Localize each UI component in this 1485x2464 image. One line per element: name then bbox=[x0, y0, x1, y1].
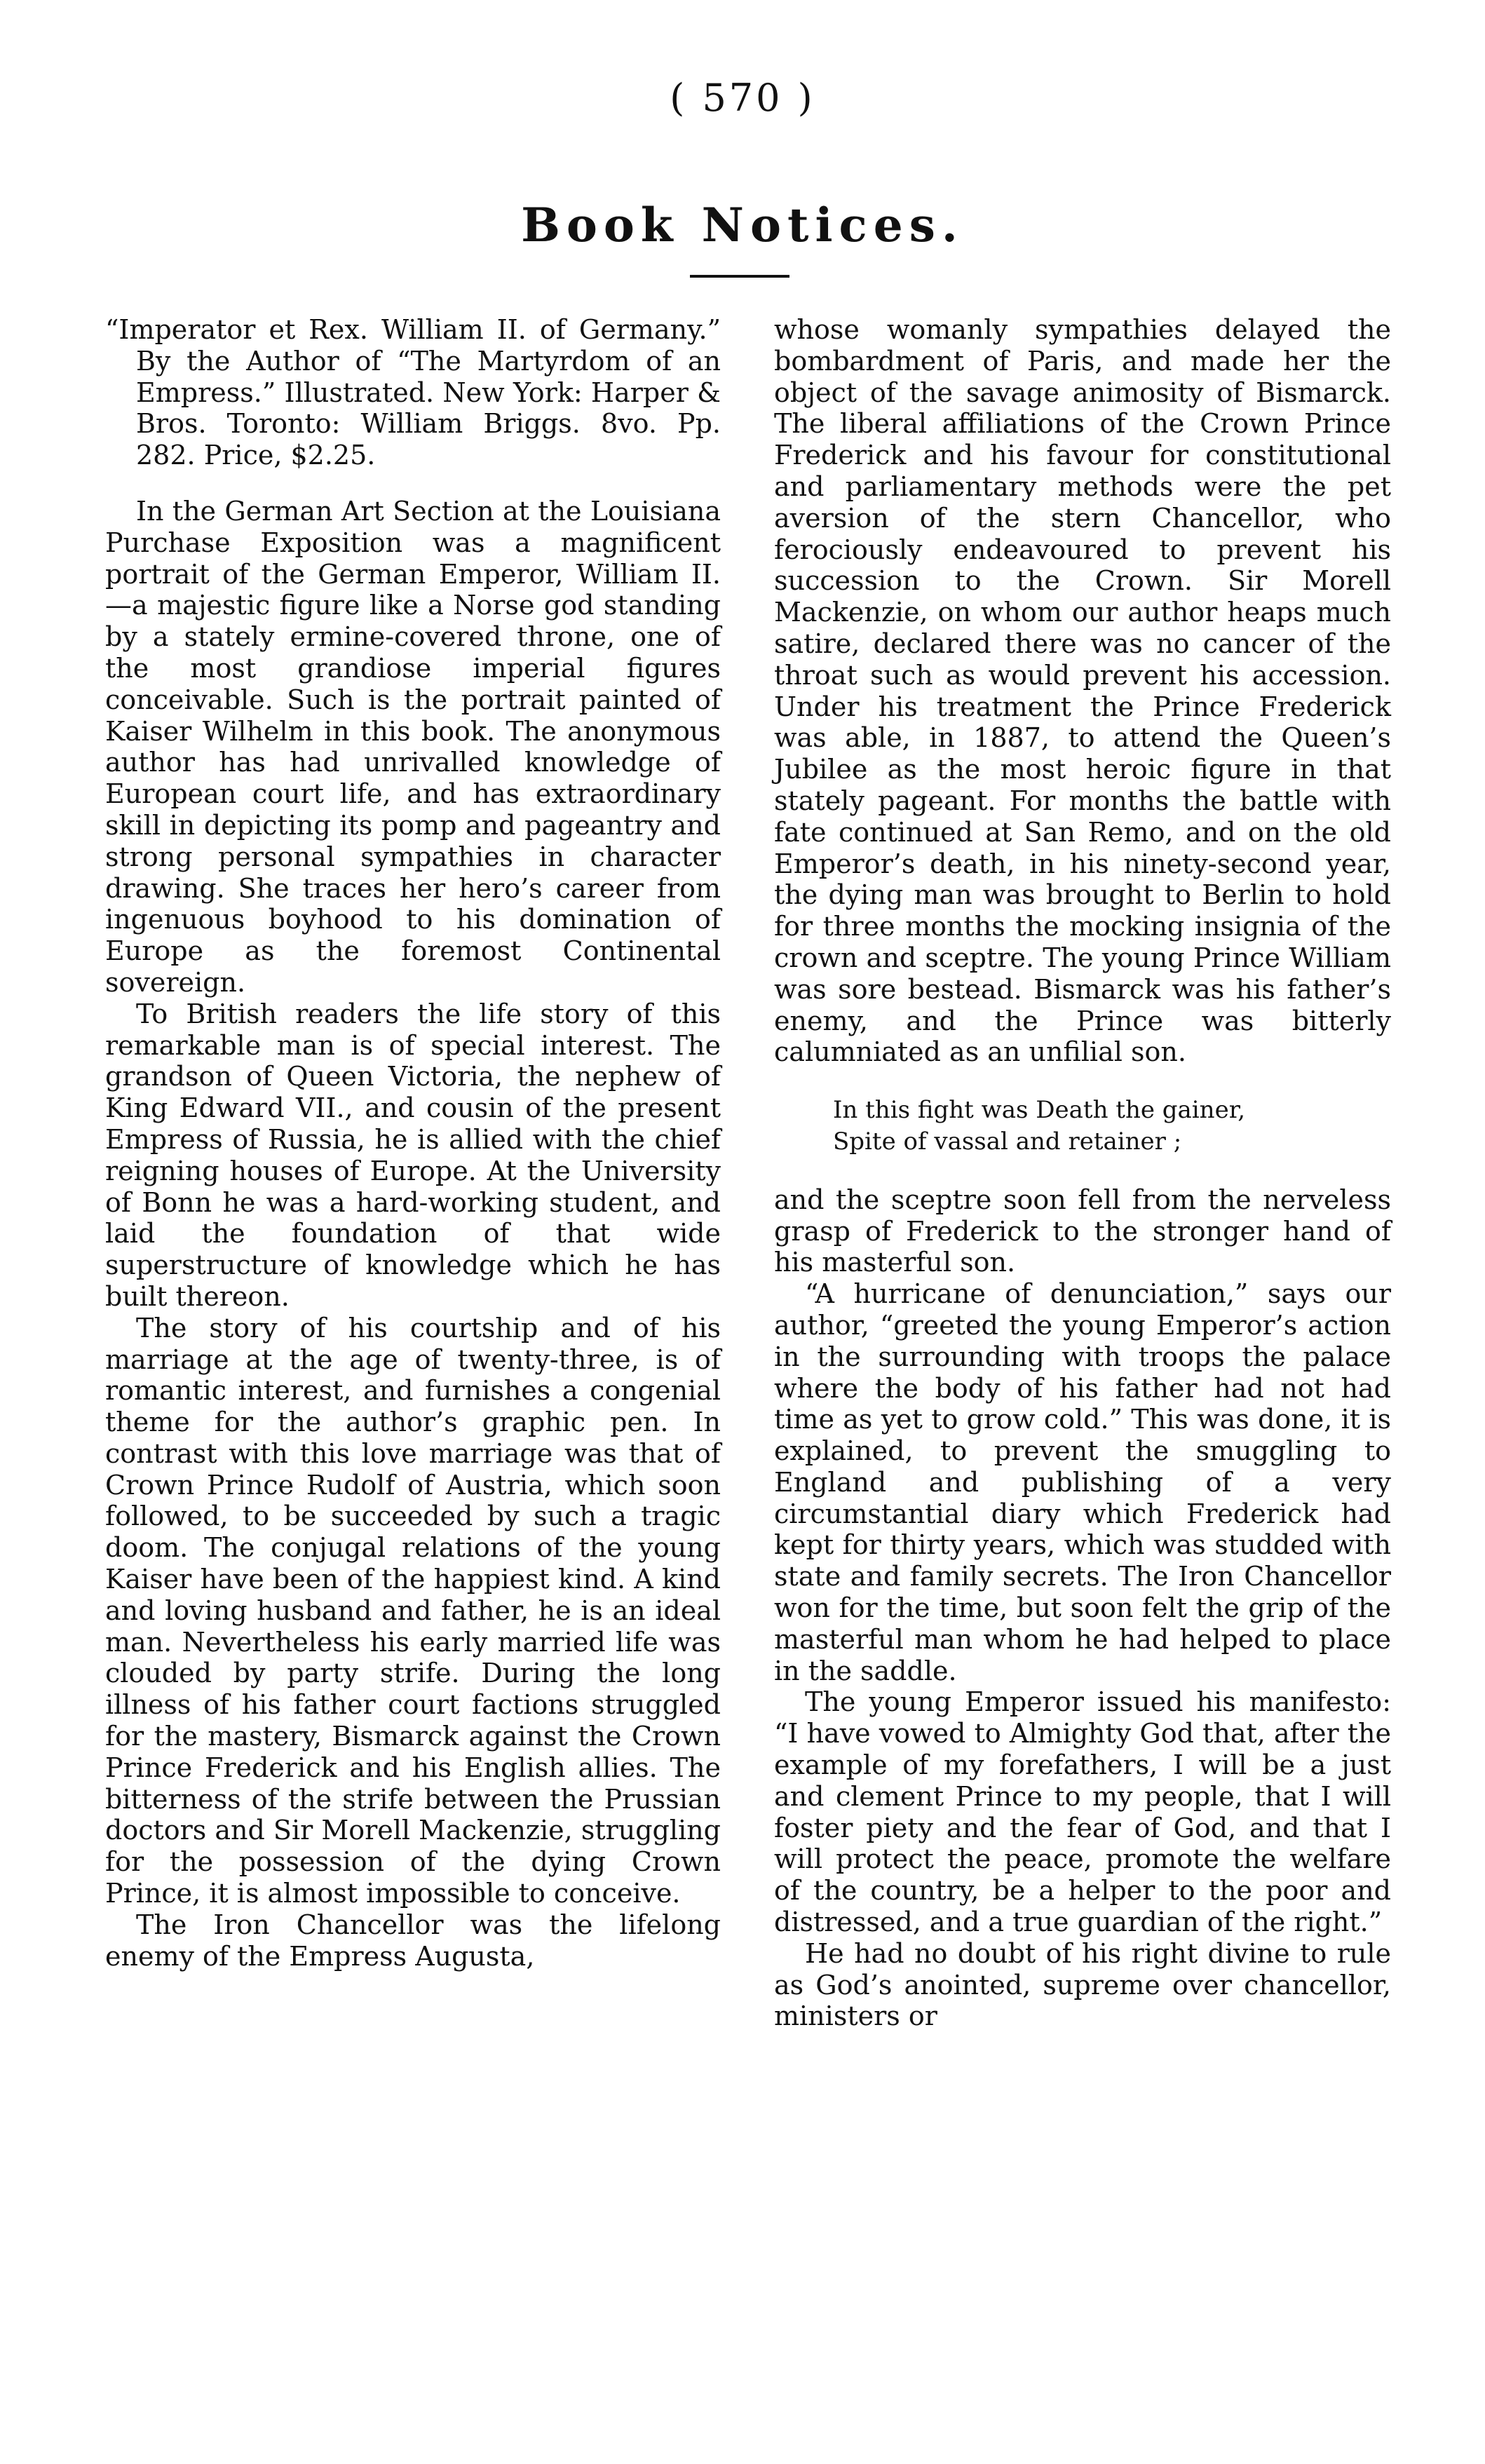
paragraph: The story of his courtship and of his marriage at the age of twenty-three, is of romantic interest, and furnishes a congenial theme for the author’s graphic pen. In contrast with this love marriage was that of Crown Prince Rudolf of Austria, which soon followed, to be succeeded by such a tragic doom. The conjugal relations of the young Kaiser have been of the happiest kind. A kind and loving husband and father, he is an ideal man. Nevertheless his early married life was clouded by party strife. During the long illness of his father court factions struggled for the mastery, Bismarck against the Crown Prince Frederick and his English allies. The bitterness of the strife between the Prussian doctors and Sir Morell Mackenzie, struggling for the possession of the dying Crown Prince, it is almost impossible to conceive. bbox=[105, 1312, 721, 1909]
right-column bbox=[774, 314, 1391, 2032]
left-column bbox=[105, 314, 721, 1972]
paragraph-continued: and the sceptre soon fell from the nerveless grasp of Frederick to the stronger hand of his masterful son. bbox=[774, 1184, 1391, 1278]
paragraph: In the German Art Section at the Louisiana Purchase Exposition was a magnificent portrait of the German Emperor, William II.—a majestic figure like a Norse god standing by a stately ermine-covered throne, one of the most grandiose imperial figures conceivable. Such is the portrait painted of Kaiser Wilhelm in this book. The anonymous author has had unrivalled knowledge of European court life, and has extraordinary skill in depicting its pomp and pageantry and strong personal sympathies in character drawing. She traces her hero’s career from ingenuous boyhood to his domination of Europe as the foremost Continental sovereign. bbox=[105, 495, 721, 998]
paragraph: The Iron Chancellor was the lifelong enemy of the Empress Augusta, bbox=[105, 1909, 721, 1972]
paragraph: “A hurricane of denunciation,” says our author, “greeted the young Emperor’s action in the surrounding with troops the palace where the body of his father had not had time as yet to grow cold.” This was done, it is explained, to prevent the smuggling to England and publishing of a very circumstantial diary which Frederick had kept for thirty years, which was studded with state and family secrets. The Iron Chancellor won for the time, but soon felt the grip of the masterful man whom he had helped to place in the saddle. bbox=[774, 1278, 1391, 1686]
poem-line: In this fight was Death the gainer, bbox=[833, 1096, 1246, 1125]
page-number: ( 570 ) bbox=[670, 76, 815, 120]
page-title: Book Notices. bbox=[521, 198, 964, 252]
paragraph-continued: whose womanly sympathies delayed the bombardment of Paris, and made her the object of the savage animosity of Bismarck. The liberal affiliations of the Crown Prince Frederick and his favour for constitutional and parliamentary methods were the pet aversion of the stern Chancellor, who ferociously endeavoured to prevent his succession to the Crown. Sir Morell Mackenzie, on whom our author heaps much satire, declared there was no cancer of the throat such as would prevent his accession. Under his treatment the Prince Frederick was able, in 1887, to attend the Queen’s Jubilee as the most heroic figure in that stately pageant. For months the battle with fate continued at San Remo, and on the old Emperor’s death, in his ninety-second year, the dying man was brought to Berlin to hold for three months the mocking insignia of the crown and sceptre. The young Prince William was sore bestead. Bismarck was his father’s enemy, and the Prince was bitterly calumniated as an unfilial son. bbox=[774, 314, 1391, 1068]
poem-quote bbox=[833, 1095, 1391, 1158]
poem-line: Spite of vassal and retainer ; bbox=[833, 1127, 1182, 1156]
paragraph: To British readers the life story of this remarkable man is of special interest. The grandson of Queen Victoria, the nephew of King Edward VII., and cousin of the present Empress of Russia, he is allied with the chief reigning houses of Europe. At the University of Bonn he was a hard-working student, and laid the foundation of that wide superstructure of knowledge which he has built thereon. bbox=[105, 998, 721, 1312]
paragraph: He had no doubt of his right divine to rule as God’s anointed, supreme over chancellor, ministers or bbox=[774, 1937, 1391, 2032]
title-divider bbox=[690, 275, 789, 278]
paragraph: The young Emperor issued his manifesto: “I have vowed to Almighty God that, after the example of my forefathers, I will be a just and clement Prince to my people, that I will foster piety and the fear of God, and that I will protect the peace, promote the welfare of the country, be a helper to the poor and distressed, and a true guardian of the right.” bbox=[774, 1686, 1391, 1938]
book-citation: “Imperator et Rex. William II. of Germany.” By the Author of “The Martyrdom of an Empress.” Illustrated. New York: Harper & Bros. Toronto: William Briggs. 8vo. Pp. 282. Price, $2.25. bbox=[105, 314, 721, 471]
